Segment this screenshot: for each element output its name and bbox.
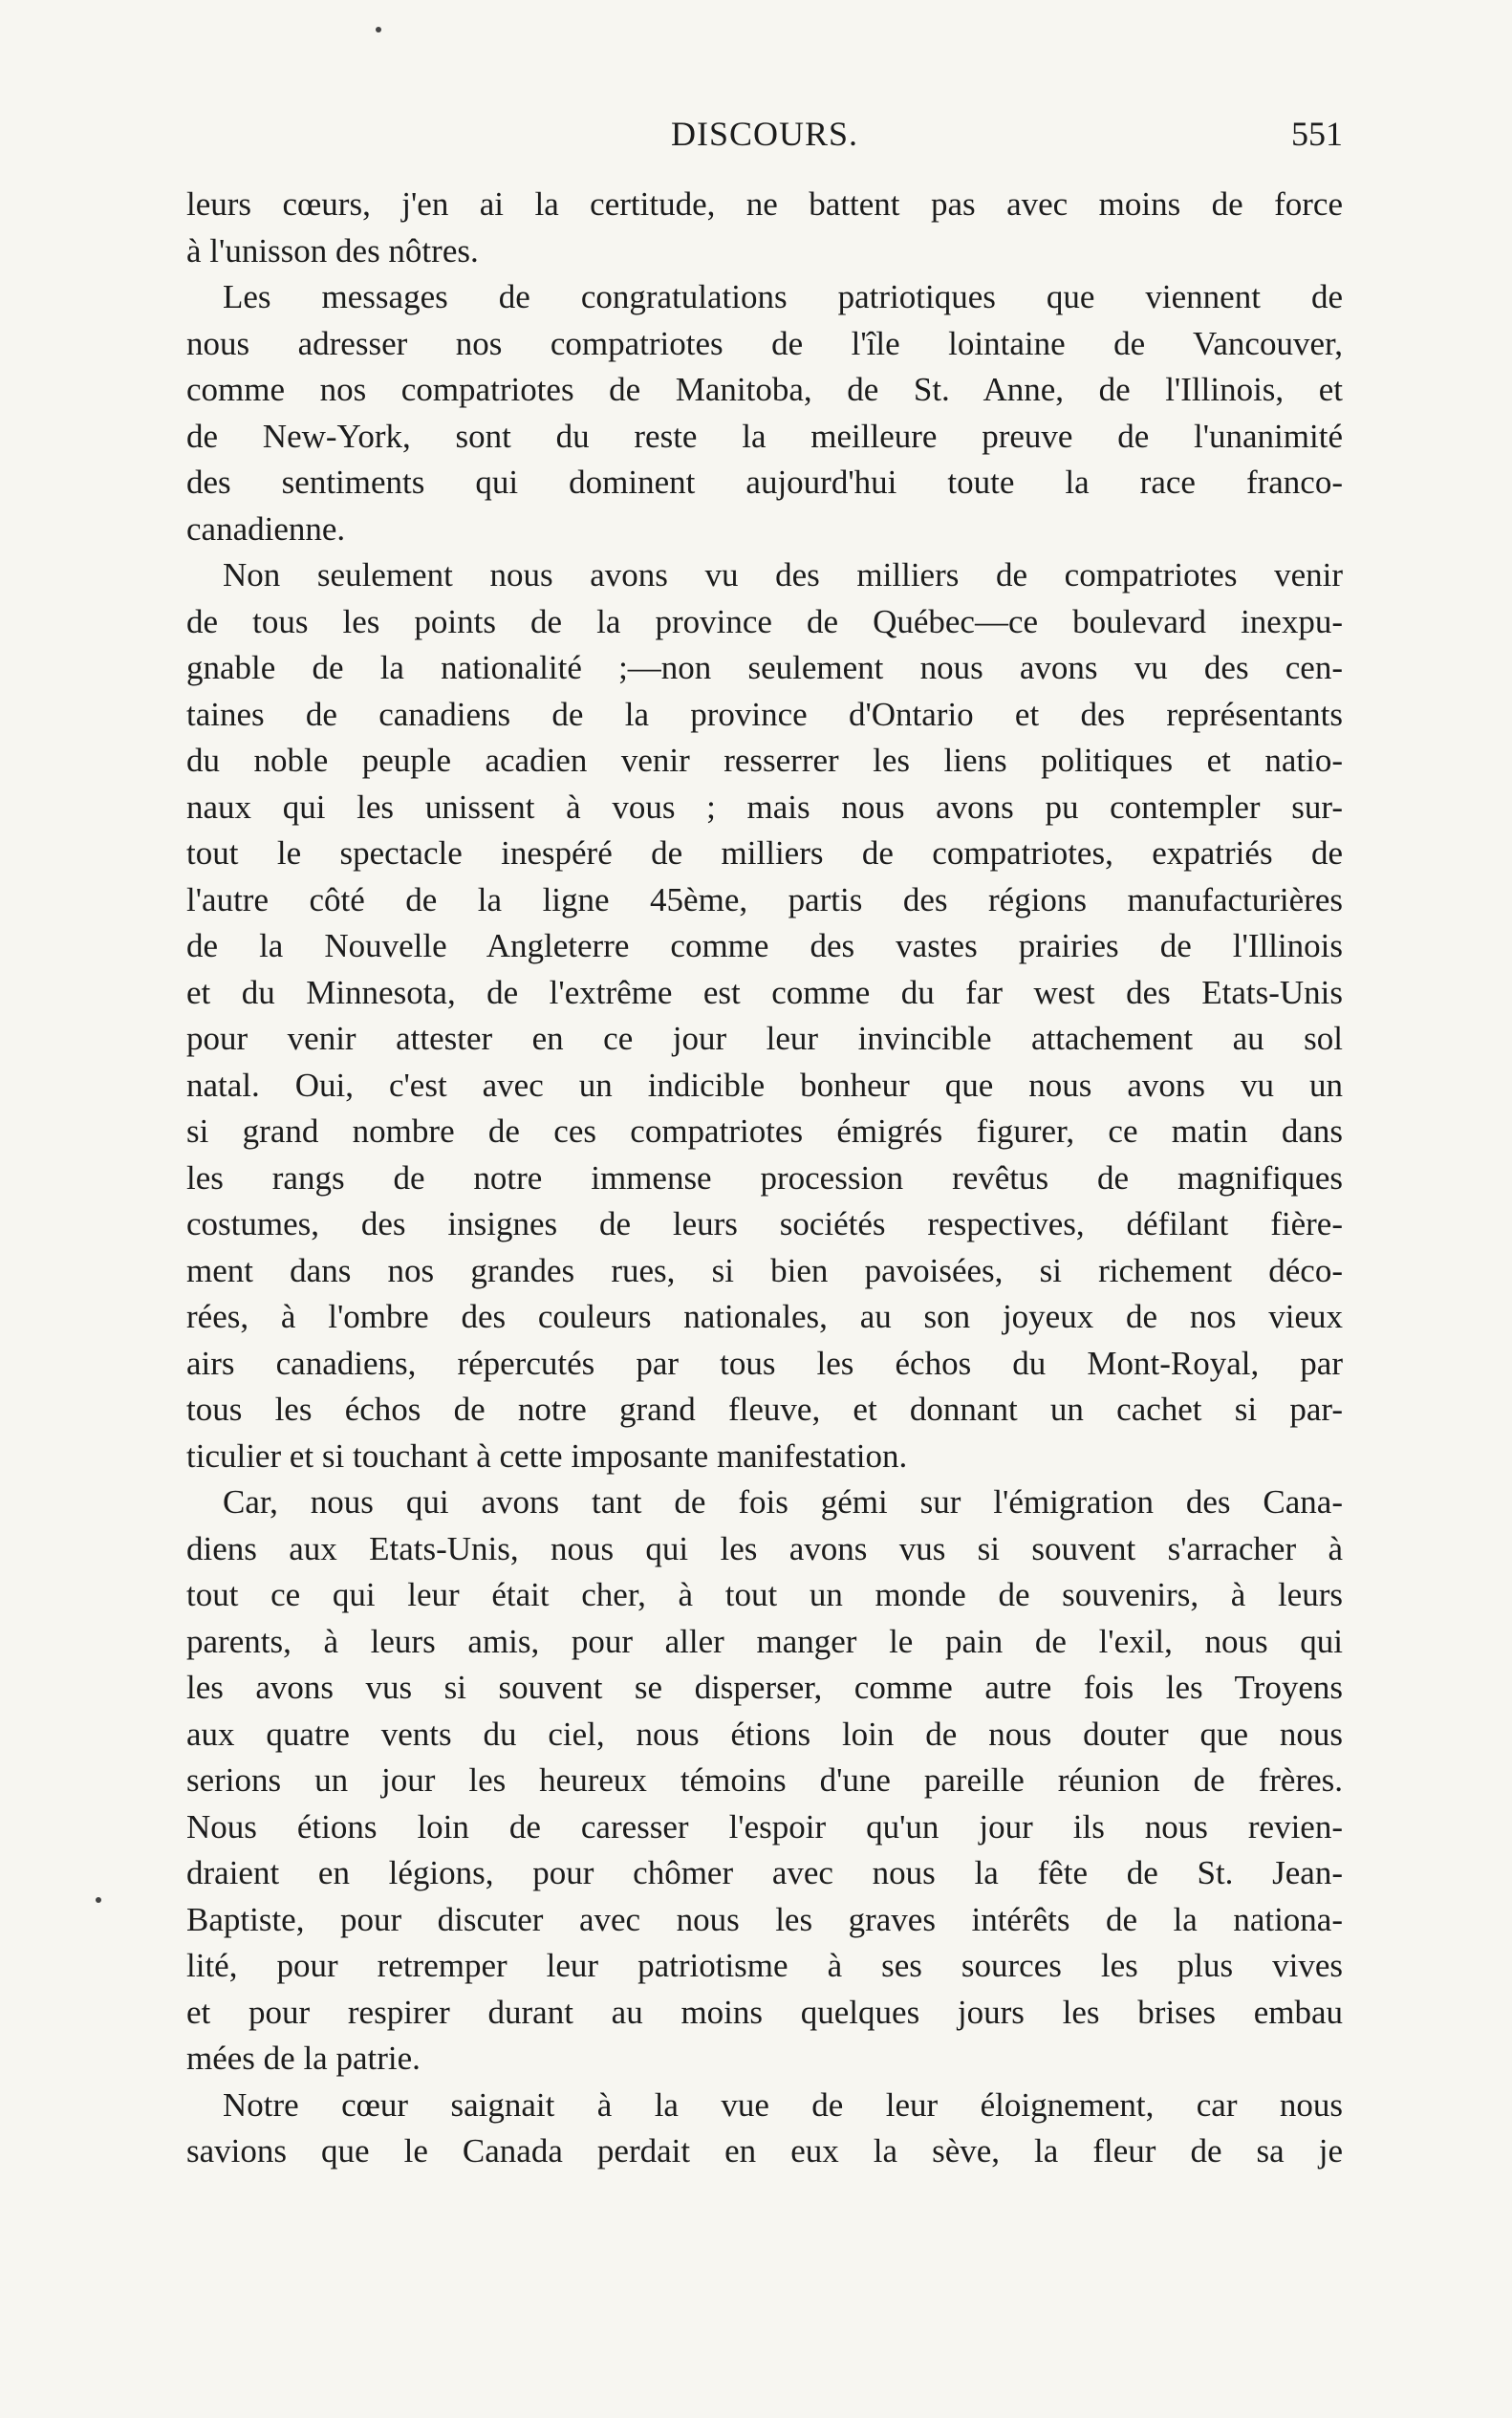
text-line: leurs cœurs, j'en ai la certitude, ne battent pas avec moins de force: [186, 185, 1343, 223]
text-line: pour venir attester en ce jour leur invincible attachement au sol: [186, 1020, 1343, 1057]
text-line: tout ce qui leur était cher, à tout un monde de souvenirs, à leurs: [186, 1576, 1343, 1613]
text-line: canadienne.: [186, 509, 346, 548]
text-line: gnable de la nationalité ;—non seulement nous avons vu des cen-: [186, 649, 1343, 686]
paragraph: [186, 2083, 1343, 2175]
text-line: Non seulement nous avons vu des milliers de compatriotes venir: [223, 556, 1343, 594]
text-line: serions un jour les heureux témoins d'une pareille réunion de frères.: [186, 1761, 1343, 1799]
text-line: des sentiments qui dominent aujourd'hui toute la race franco-: [186, 464, 1343, 501]
text-line: Nous étions loin de caresser l'espoir qu'un jour ils nous revien-: [186, 1807, 1343, 1846]
text-line: les rangs de notre immense procession revêtus de magnifiques: [186, 1158, 1343, 1197]
text-line: costumes, des insignes de leurs sociétés respectives, défilant fière-: [186, 1205, 1343, 1242]
text-line: aux quatre vents du ciel, nous étions loin de nous douter que nous: [186, 1715, 1343, 1753]
paragraph: [186, 552, 1343, 1479]
text-line: lité, pour retremper leur patriotisme à ses sources les plus vives: [186, 1947, 1343, 1984]
text-line: Car, nous qui avons tant de fois gémi sur l'émigration des Cana-: [223, 1483, 1343, 1521]
text-line: savions que le Canada perdait en eux la sève, la fleur de sa je: [186, 2132, 1343, 2170]
text-line: taines de canadiens de la province d'Ontario et des représentants: [186, 695, 1343, 733]
text-line: du noble peuple acadien venir resserrer les liens politiques et natio-: [186, 742, 1343, 779]
text-line: et du Minnesota, de l'extrême est comme du far west des Etats-Unis: [186, 973, 1343, 1011]
text-line: mées de la patrie.: [186, 2040, 421, 2077]
text-line: de la Nouvelle Angleterre comme des vastes prairies de l'Illinois: [186, 927, 1343, 964]
text-line: airs canadiens, répercutés par tous les échos du Mont-Royal, par: [186, 1344, 1343, 1382]
ink-speck: [376, 27, 381, 32]
text-line: tous les échos de notre grand fleuve, et donnant un cachet si par-: [186, 1391, 1343, 1428]
text-line: à l'unisson des nôtres.: [186, 231, 479, 270]
text-line: parents, à leurs amis, pour aller manger le pain de l'exil, nous qui: [186, 1622, 1343, 1660]
text-line: naux qui les unissent à vous ; mais nous avons pu contempler sur-: [186, 788, 1343, 826]
text-line: si grand nombre de ces compatriotes émigrés figurer, ce matin dans: [186, 1112, 1343, 1150]
page-number: 551: [1291, 115, 1343, 153]
text-line: ticulier et si touchant à cette imposante manifestation.: [186, 1436, 908, 1475]
text-line: de tous les points de la province de Québec—ce boulevard inexpu-: [186, 602, 1343, 640]
text-line: nous adresser nos compatriotes de l'île lointaine de Vancouver,: [186, 324, 1343, 362]
paragraph: [186, 274, 1343, 552]
page-header: [186, 105, 1343, 162]
text-line: ment dans nos grandes rues, si bien pavoisées, si richement déco-: [186, 1251, 1343, 1289]
text-line: comme nos compatriotes de Manitoba, de St. Anne, de l'Illinois, et: [186, 371, 1343, 408]
text-line: Notre cœur saignait à la vue de leur éloignement, car nous: [223, 2085, 1343, 2124]
text-line: de New-York, sont du reste la meilleure preuve de l'unanimité: [186, 417, 1343, 455]
text-line: natal. Oui, c'est avec un indicible bonheur que nous avons vu un: [186, 1066, 1343, 1104]
text-line: rées, à l'ombre des couleurs nationales, au son joyeux de nos vieux: [186, 1298, 1343, 1335]
text-line: Les messages de congratulations patriotiques que viennent de: [223, 278, 1343, 315]
text-line: tout le spectacle inespéré de milliers de compatriotes, expatriés de: [186, 834, 1343, 872]
paragraph: [186, 1479, 1343, 2083]
text-line: Baptiste, pour discuter avec nous les graves intérêts de la nationa-: [186, 1900, 1343, 1938]
text-line: l'autre côté de la ligne 45ème, partis des régions manufacturières: [186, 880, 1343, 918]
ink-speck: [96, 1897, 101, 1903]
text-line: draient en légions, pour chômer avec nous la fête de St. Jean-: [186, 1854, 1343, 1891]
running-title: DISCOURS.: [670, 115, 859, 153]
text-line: diens aux Etats-Unis, nous qui les avons vus si souvent s'arracher à: [186, 1529, 1343, 1567]
body-text: [186, 182, 1343, 2175]
text-line: et pour respirer durant au moins quelques jours les brises embau: [186, 1993, 1343, 2031]
paragraph: [186, 182, 1343, 274]
text-line: les avons vus si souvent se disperser, comme autre fois les Troyens: [186, 1669, 1343, 1706]
